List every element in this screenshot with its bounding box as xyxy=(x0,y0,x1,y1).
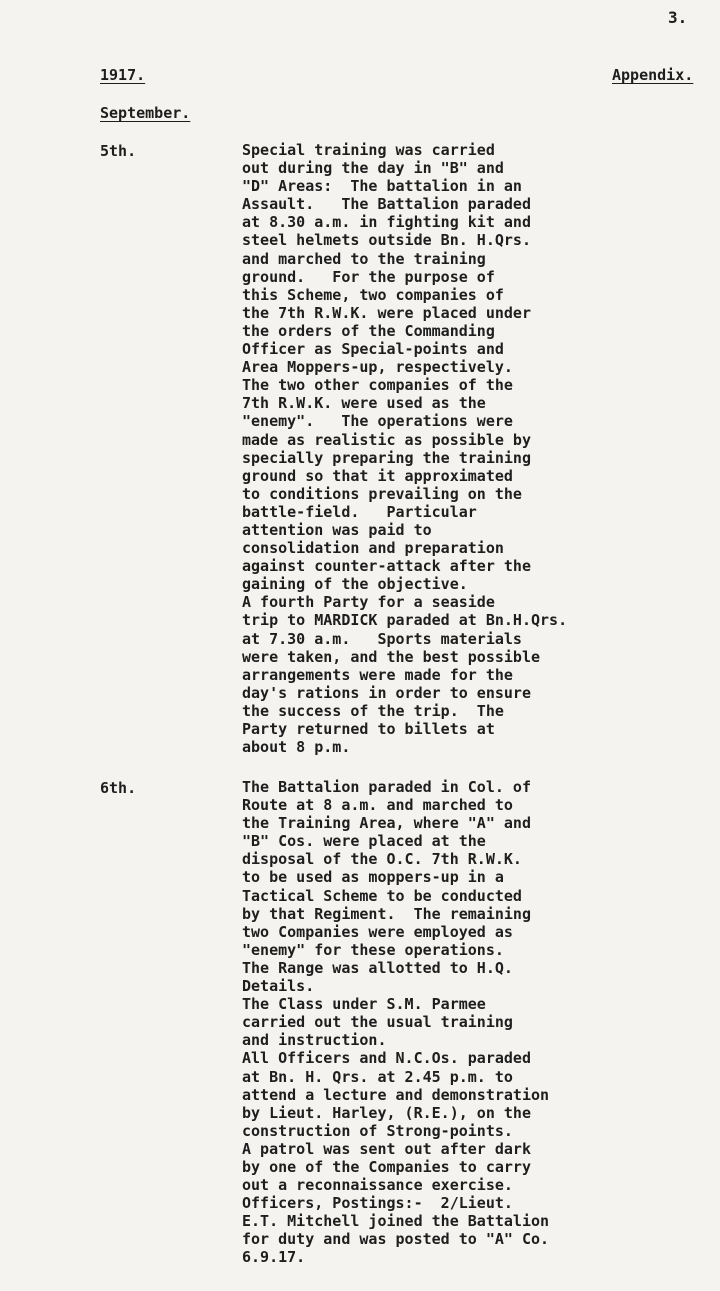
text-line: consolidation and preparation xyxy=(242,539,504,558)
text-line: Officer as Special-points and xyxy=(242,340,504,359)
text-line: day's rations in order to ensure xyxy=(242,683,531,702)
text-line: two Companies were employed as xyxy=(242,922,513,941)
text-line: Route at 8 a.m. and marched to xyxy=(242,796,513,815)
text-line: for duty and was posted to "A" Co. xyxy=(242,1230,550,1249)
text-line: Area Moppers-up, respectively. xyxy=(242,358,513,377)
text-line: The Class under S.M. Parmee xyxy=(242,995,486,1014)
text-line: Party returned to billets at xyxy=(242,720,495,738)
text-line: arrangements were made for the xyxy=(242,665,513,684)
text-line: specially preparing the training xyxy=(242,448,531,467)
text-line: against counter-attack after the xyxy=(242,557,531,576)
text-line: The two other companies of the xyxy=(242,376,513,395)
text-line: carried out the usual training xyxy=(242,1013,513,1032)
page-number: 3. xyxy=(668,8,688,27)
text-line: Special training was carried xyxy=(242,141,495,159)
entry-text-5th xyxy=(242,141,712,756)
text-line: the Training Area, where "A" and xyxy=(242,814,531,833)
text-line: "D" Areas: The battalion in an xyxy=(242,177,522,196)
appendix-heading: Appendix. xyxy=(612,66,694,84)
text-line: "B" Cos. were placed at the xyxy=(242,832,486,851)
text-line: by Lieut. Harley, (R.E.), on the xyxy=(242,1103,531,1122)
text-line: A patrol was sent out after dark xyxy=(242,1139,531,1158)
text-line: Assault. The Battalion paraded xyxy=(242,195,531,214)
text-line: to be used as moppers-up in a xyxy=(242,868,504,887)
text-line: 7th R.W.K. were used as the xyxy=(242,394,486,413)
text-line: battle-field. Particular xyxy=(242,502,477,521)
text-line: at Bn. H. Qrs. at 2.45 p.m. to xyxy=(242,1067,513,1086)
text-line: construction of Strong-points. xyxy=(242,1121,513,1140)
text-line: Officers, Postings:- 2/Lieut. xyxy=(242,1194,513,1213)
text-line: and instruction. xyxy=(242,1031,387,1050)
text-line: disposal of the O.C. 7th R.W.K. xyxy=(242,850,522,869)
text-line: ground. For the purpose of xyxy=(242,267,495,286)
entry-text-6th xyxy=(242,778,712,1267)
text-line: "enemy". The operations were xyxy=(242,412,513,431)
text-line: A fourth Party for a seaside xyxy=(242,593,495,612)
text-line: were taken, and the best possible xyxy=(242,647,541,666)
entry-date-6th: 6th. xyxy=(100,779,137,797)
text-line: out during the day in "B" and xyxy=(242,159,504,178)
text-line: and marched to the training xyxy=(242,249,486,268)
text-line: The Battalion paraded in Col. of xyxy=(242,778,531,796)
text-line: made as realistic as possible by xyxy=(242,430,531,449)
text-line: attention was paid to xyxy=(242,520,432,539)
text-line: out a reconnaissance exercise. xyxy=(242,1176,513,1195)
text-line: about 8 p.m. xyxy=(242,738,351,757)
text-line: trip to MARDICK paraded at Bn.H.Qrs. xyxy=(242,611,568,630)
text-line: The Range was allotted to H.Q. xyxy=(242,958,513,977)
text-line: Details. xyxy=(242,977,315,996)
text-line: steel helmets outside Bn. H.Qrs. xyxy=(242,231,531,250)
text-line: 6.9.17. xyxy=(242,1248,306,1267)
text-line: gaining of the objective. xyxy=(242,575,468,594)
text-line: ground so that it approximated xyxy=(242,466,513,485)
text-line: attend a lecture and demonstration xyxy=(242,1085,550,1104)
text-line: the 7th R.W.K. were placed under xyxy=(242,303,531,322)
text-line: Tactical Scheme to be conducted xyxy=(242,886,522,905)
text-line: E.T. Mitchell joined the Battalion xyxy=(242,1212,550,1231)
text-line: by that Regiment. The remaining xyxy=(242,904,531,923)
text-line: to conditions prevailing on the xyxy=(242,484,522,503)
text-line: All Officers and N.C.Os. paraded xyxy=(242,1049,531,1068)
text-line: "enemy" for these operations. xyxy=(242,940,504,959)
entry-date-5th: 5th. xyxy=(100,142,137,160)
year-heading: 1917. xyxy=(100,66,146,84)
text-line: this Scheme, two companies of xyxy=(242,285,504,304)
text-line: the orders of the Commanding xyxy=(242,321,495,340)
text-line: at 8.30 a.m. in fighting kit and xyxy=(242,213,531,232)
month-heading: September. xyxy=(100,104,191,122)
text-line: the success of the trip. The xyxy=(242,701,504,720)
text-line: by one of the Companies to carry xyxy=(242,1157,531,1176)
text-line: at 7.30 a.m. Sports materials xyxy=(242,629,522,648)
